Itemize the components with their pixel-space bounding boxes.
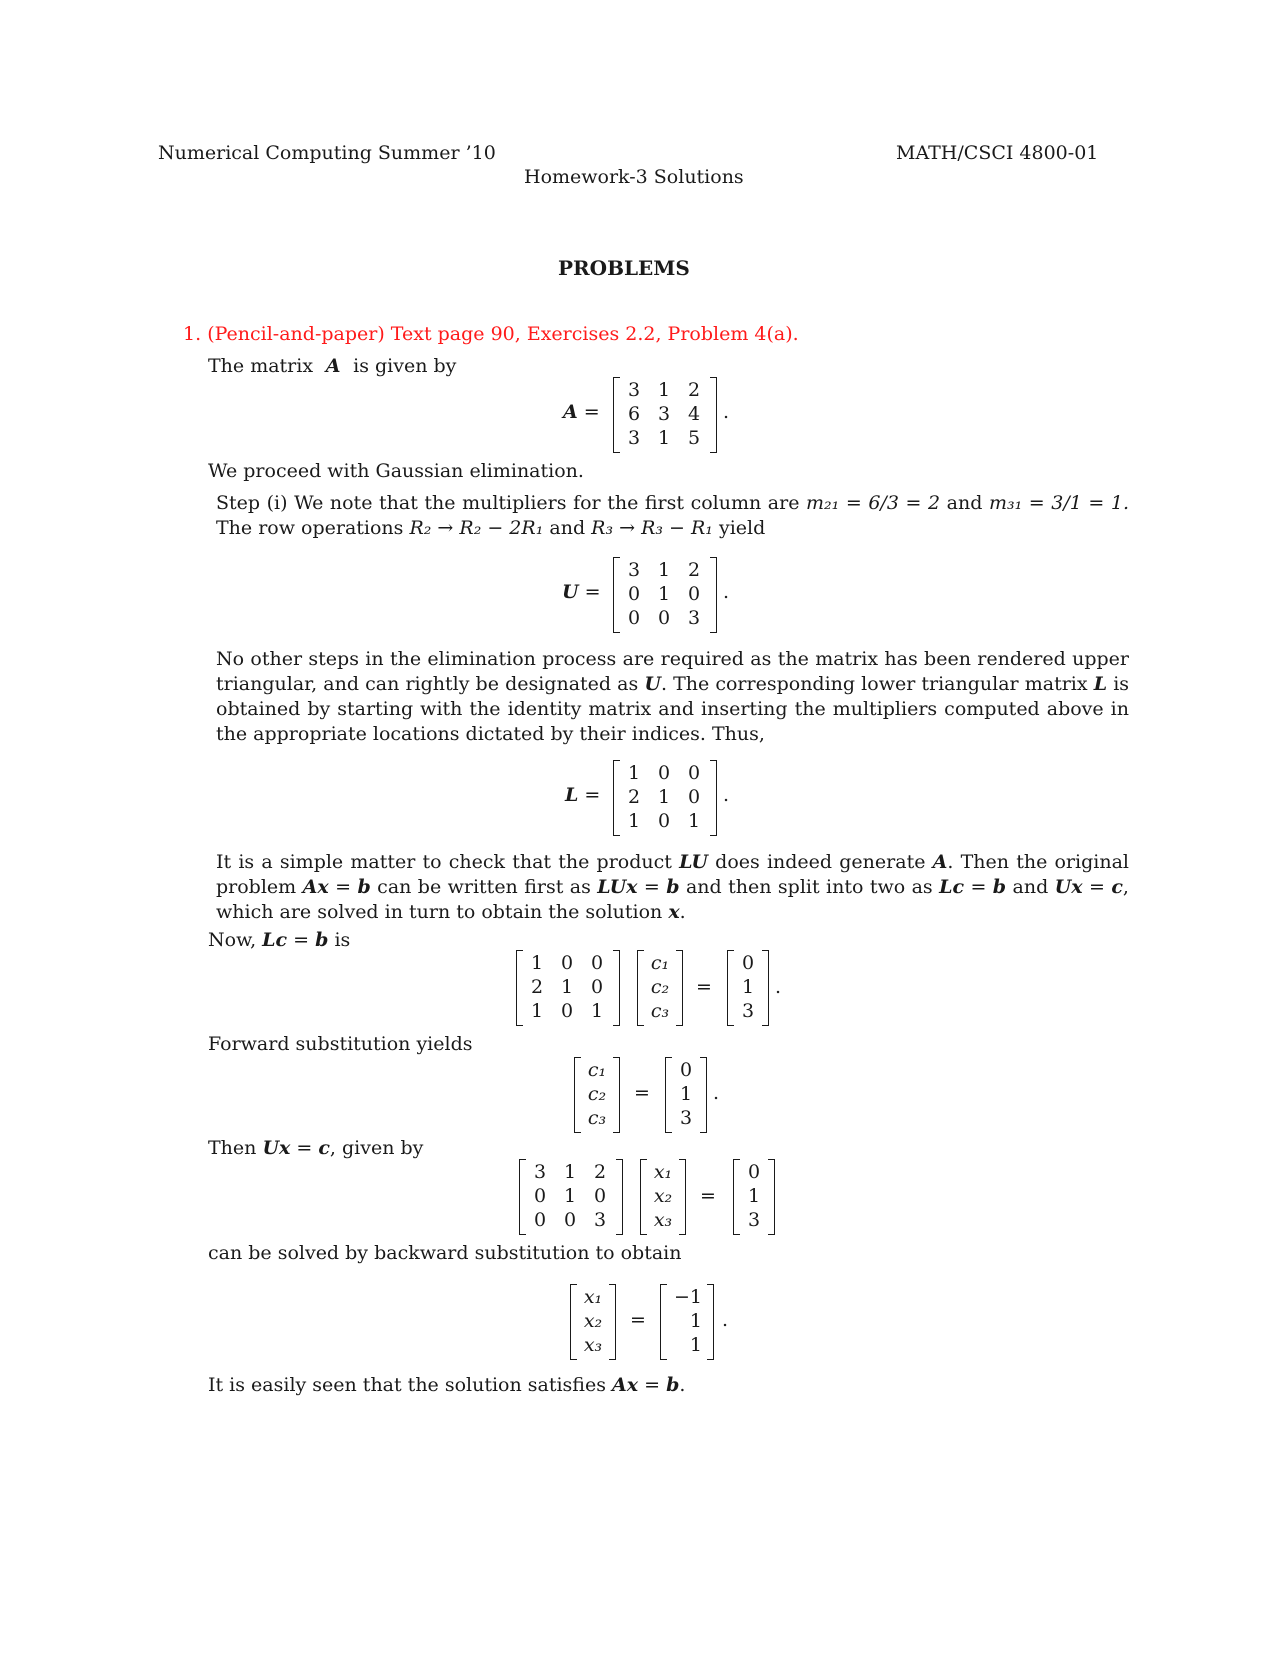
- u-cell: 2: [687, 559, 701, 581]
- text-given-by: is given by: [353, 355, 457, 377]
- system-u-x-vector: [640, 1159, 686, 1235]
- no-other-paragraph: No other steps in the elimination process are required as the matrix has been rendered upper triangular, and can rightly be designated as U. The corresponding lower triangular matrix L is obtained by starting with the identity matrix and inserting the multipliers computed above in the appropriate locations dictated by their indices. Thus,: [216, 648, 1130, 745]
- c-entry: c₂: [650, 976, 670, 998]
- result-entry: 3: [679, 1107, 693, 1129]
- document-title: Homework-3 Solutions: [524, 166, 744, 188]
- now-text: Now, Lc = b is: [208, 929, 351, 951]
- final-text: It is easily seen that the solution satisfies Ax = b.: [208, 1374, 686, 1396]
- gauss-text: We proceed with Gaussian elimination.: [208, 460, 584, 482]
- u-cell: 1: [657, 559, 671, 581]
- solution-vector: [660, 1284, 714, 1360]
- l-cell: 0: [657, 810, 671, 832]
- problem-heading: [183, 323, 799, 345]
- step1-paragraph: Step (i) We note that the multipliers for the first column are m₂₁ = 6/3 = 2 and m₃₁ = 3/1 = 1. The row operations R₂ → R₂ − 2R₁ and R₃ → R₃ − R₁ yield: [216, 492, 1129, 539]
- l-cell: 1: [560, 976, 574, 998]
- system-l-c-vector: [637, 950, 683, 1026]
- matrix-l: [613, 760, 717, 836]
- u-cell: 2: [593, 1161, 607, 1183]
- course-title: Numerical Computing Summer ’10: [158, 142, 496, 164]
- l-cell: 0: [590, 952, 604, 974]
- u-cell: 0: [593, 1185, 607, 1207]
- b-entry: 3: [741, 1000, 755, 1022]
- u-cell: 0: [687, 583, 701, 605]
- solution-entry: 1: [689, 1310, 702, 1332]
- a-cell: 3: [627, 427, 641, 449]
- forward-c-vector: [574, 1057, 620, 1133]
- a-cell: 1: [657, 427, 671, 449]
- backward-text: can be solved by backward substitution to obtain: [208, 1242, 682, 1264]
- matrix-intro: The matrix A is given by: [208, 355, 457, 377]
- u-cell: 0: [563, 1209, 577, 1231]
- matrix-a: [613, 377, 717, 453]
- problem-number: 1.: [183, 323, 202, 345]
- solution-entry: −1: [673, 1286, 702, 1308]
- a-cell: 5: [687, 427, 701, 449]
- result-entry: 0: [679, 1059, 693, 1081]
- system-l-matrix: [516, 950, 620, 1026]
- b-entry: 1: [741, 976, 755, 998]
- l-cell: 0: [590, 976, 604, 998]
- forward-text: Forward substitution yields: [208, 1033, 473, 1055]
- x-entry: x₂: [653, 1185, 673, 1207]
- x-entry: x₁: [583, 1286, 603, 1308]
- l-cell: 1: [657, 786, 671, 808]
- u-cell: 0: [627, 607, 641, 629]
- u-cell: 1: [657, 583, 671, 605]
- text-the-matrix: The matrix: [208, 355, 314, 377]
- a-cell: 4: [687, 403, 701, 425]
- x-entry: x₁: [653, 1161, 673, 1183]
- u-cell: 3: [593, 1209, 607, 1231]
- x-entry: x₂: [583, 1310, 603, 1332]
- x-entry: x₃: [583, 1334, 603, 1356]
- c-entry: c₁: [650, 952, 670, 974]
- c-value: 0: [747, 1161, 761, 1183]
- solution-entry: 1: [689, 1334, 702, 1356]
- c-entry: c₃: [650, 1000, 670, 1022]
- u-cell: 0: [533, 1209, 547, 1231]
- system-u-c-vector: [733, 1159, 775, 1235]
- a-cell: 3: [657, 403, 671, 425]
- then-text: Then Ux = c, given by: [208, 1137, 424, 1159]
- c-entry: c₁: [587, 1059, 607, 1081]
- l-cell: 1: [530, 1000, 544, 1022]
- forward-result-vector: [665, 1057, 707, 1133]
- u-cell: 0: [657, 607, 671, 629]
- problem-title: (Pencil-and-paper) Text page 90, Exercises 2.2, Problem 4(a).: [207, 323, 799, 345]
- c-entry: c₂: [587, 1083, 607, 1105]
- u-cell: 3: [533, 1161, 547, 1183]
- l-cell: 0: [687, 786, 701, 808]
- l-cell: 1: [687, 810, 701, 832]
- result-entry: 1: [679, 1083, 693, 1105]
- a-cell: 2: [687, 379, 701, 401]
- l-cell: 2: [627, 786, 641, 808]
- course-code: MATH/CSCI 4800-01: [896, 142, 1099, 164]
- l-cell: 0: [560, 952, 574, 974]
- c-value: 1: [747, 1185, 761, 1207]
- b-entry: 0: [741, 952, 755, 974]
- label-a: A =: [563, 401, 600, 423]
- check-paragraph: It is a simple matter to check that the product LU does indeed generate A. Then the original problem Ax = b can be written first as LUx = b and then split into two as Lc = b and Ux = c, which are solved in turn to obtain the solution x.: [216, 851, 1129, 923]
- a-cell: 6: [627, 403, 641, 425]
- l-cell: 1: [627, 762, 641, 784]
- u-cell: 0: [627, 583, 641, 605]
- l-cell: 0: [560, 1000, 574, 1022]
- l-cell: 0: [657, 762, 671, 784]
- c-entry: c₃: [587, 1107, 607, 1129]
- x-entry: x₃: [653, 1209, 673, 1231]
- u-cell: 1: [563, 1185, 577, 1207]
- a-cell: 3: [627, 379, 641, 401]
- a-cell: 1: [657, 379, 671, 401]
- u-cell: 3: [687, 607, 701, 629]
- section-title: PROBLEMS: [558, 256, 690, 280]
- l-cell: 0: [687, 762, 701, 784]
- l-cell: 1: [627, 810, 641, 832]
- l-cell: 2: [530, 976, 544, 998]
- system-l-b-vector: [727, 950, 769, 1026]
- matrix-u: [613, 557, 717, 633]
- l-cell: 1: [590, 1000, 604, 1022]
- u-cell: 1: [563, 1161, 577, 1183]
- u-cell: 3: [627, 559, 641, 581]
- u-cell: 0: [533, 1185, 547, 1207]
- l-cell: 1: [530, 952, 544, 974]
- system-u-matrix: [519, 1159, 623, 1235]
- c-value: 3: [747, 1209, 761, 1231]
- solution-x-vector: [570, 1284, 616, 1360]
